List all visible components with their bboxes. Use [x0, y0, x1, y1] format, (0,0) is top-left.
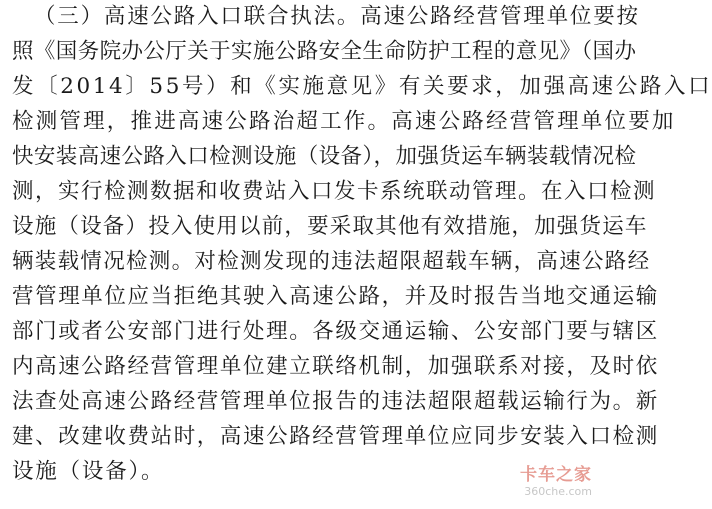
- watermark-domain: 360che.com: [524, 485, 592, 498]
- paragraph-line-11: 内高速公路经营管理单位建立联络机制，加强联系对接，及时依: [12, 354, 659, 379]
- paragraph-line-10: 部门或者公安部门进行处理。各级交通运输、公安部门要与辖区: [12, 319, 659, 344]
- site-watermark: [496, 465, 592, 505]
- paragraph-line-3: 发〔2014〕55号）和《实施意见》有关要求，加强高速公路入口: [12, 74, 712, 99]
- paragraph-line-13: 建、改建收费站时，高速公路经营管理单位应同步安装入口检测: [12, 424, 659, 449]
- paragraph-line-7: 设施（设备）投入使用以前，要采取其他有效措施，加强货运车: [12, 214, 648, 239]
- paragraph-line-9: 营管理单位应当拒绝其驶入高速公路，并及时报告当地交通运输: [12, 284, 659, 309]
- paragraph-line-6: 测，实行检测数据和收费站入口发卡系统联动管理。在入口检测: [12, 179, 657, 204]
- watermark-logo-text: 卡车之家: [520, 465, 592, 485]
- paragraph-line-14: 设施（设备）。: [12, 459, 165, 484]
- paragraph-line-2: 照《国务院办公厅关于实施公路安全生命防护工程的意见》（国办: [12, 39, 637, 64]
- paragraph-line-12: 法查处高速公路经营管理单位报告的违法超限超载运输行为。新: [12, 389, 659, 414]
- paragraph-line-8: 辆装载情况检测。对检测发现的违法超限超载车辆，高速公路经: [12, 249, 651, 274]
- paragraph-line-4: 检测管理，推进高速公路治超工作。高速公路经营管理单位要加: [12, 109, 676, 134]
- paragraph-line-1: （三）高速公路入口联合执法。高速公路经营管理单位要按: [34, 4, 640, 29]
- paragraph-line-5: 快安装高速公路入口检测设施（设备），加强货运车辆装载情况检: [12, 144, 637, 169]
